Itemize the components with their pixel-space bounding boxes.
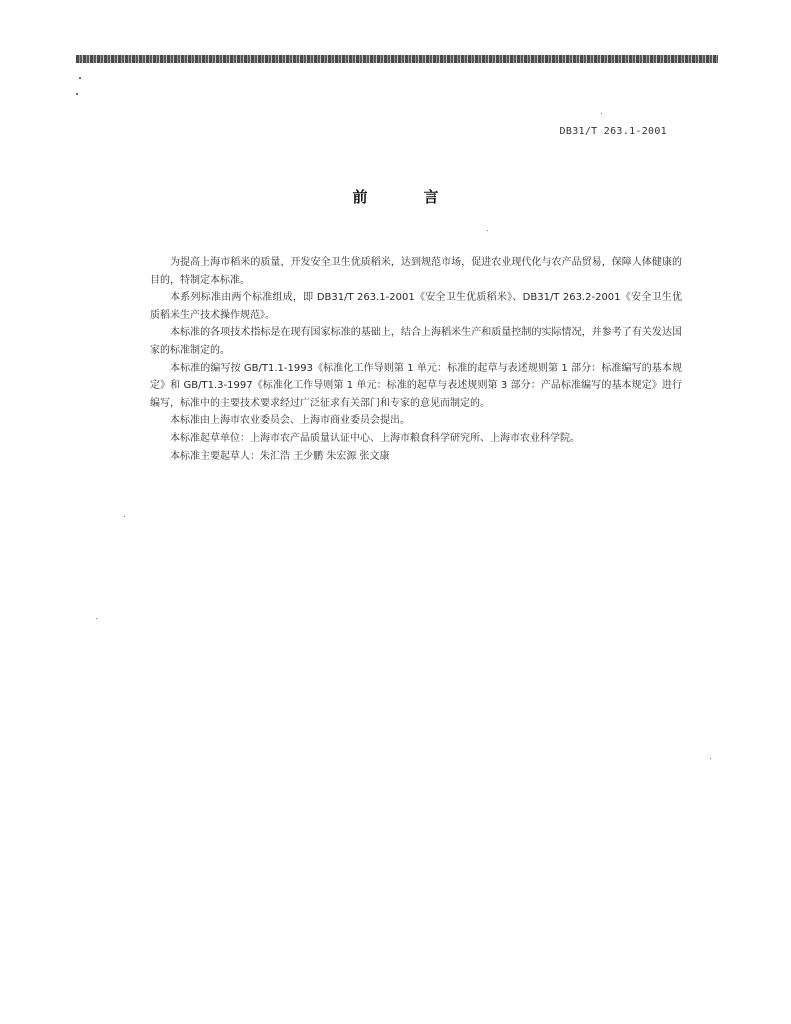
paragraph-proposer: 本标准由上海市农业委员会、上海市商业委员会提出。 bbox=[170, 415, 410, 427]
scan-speck bbox=[76, 93, 78, 95]
paragraph-series: 本系列标准由两个标准组成，即 DB31/T 263.1-2001《安全卫生优质稻米》、DB31/T 263.2-2001《安全卫生优质稻米生产技术操作规范》。 bbox=[150, 292, 682, 321]
scan-speck bbox=[96, 618, 97, 619]
scan-speck bbox=[79, 77, 81, 79]
document-code: DB31/T 263.1-2001 bbox=[559, 126, 667, 137]
page-title: 前言 bbox=[352, 188, 495, 206]
scan-speck bbox=[710, 758, 711, 759]
paragraph-drafting-rules: 本标准的编写按 GB/T1.1-1993《标准化工作导则第 1 单元：标准的起草与表述规则第 1 部分：标准编写的基本规定》和 GB/T1.3-1997《标准化工作导则第 1 单元：标准的起草与表述规则第 3 部分：产品标准编写的基本规定》进行编写，标准中的主要技术要求经过广泛征求有关部门和专家的意见而制定的。 bbox=[150, 362, 682, 409]
scan-speck bbox=[487, 230, 488, 231]
paragraph-basis: 本标准的各项技术指标是在现有国家标准的基础上，结合上海稻米生产和质量控制的实际情况，并参考了有关发达国家的标准制定的。 bbox=[150, 327, 682, 356]
paragraph-drafters: 本标准主要起草人：朱汇浩 王少鹏 朱宏源 张文康 bbox=[170, 450, 390, 462]
scan-speck bbox=[601, 113, 602, 114]
foreword-body bbox=[150, 254, 682, 465]
scan-artifact-bar bbox=[76, 55, 718, 63]
paragraph-purpose: 为提高上海市稻米的质量，开发安全卫生优质稻米，达到规范市场，促进农业现代化与农产品贸易，保障人体健康的目的，特制定本标准。 bbox=[150, 257, 682, 286]
paragraph-drafting-units: 本标准起草单位：上海市农产品质量认证中心、上海市粮食科学研究所、上海市农业科学院。 bbox=[170, 432, 580, 444]
scan-speck bbox=[124, 516, 125, 517]
